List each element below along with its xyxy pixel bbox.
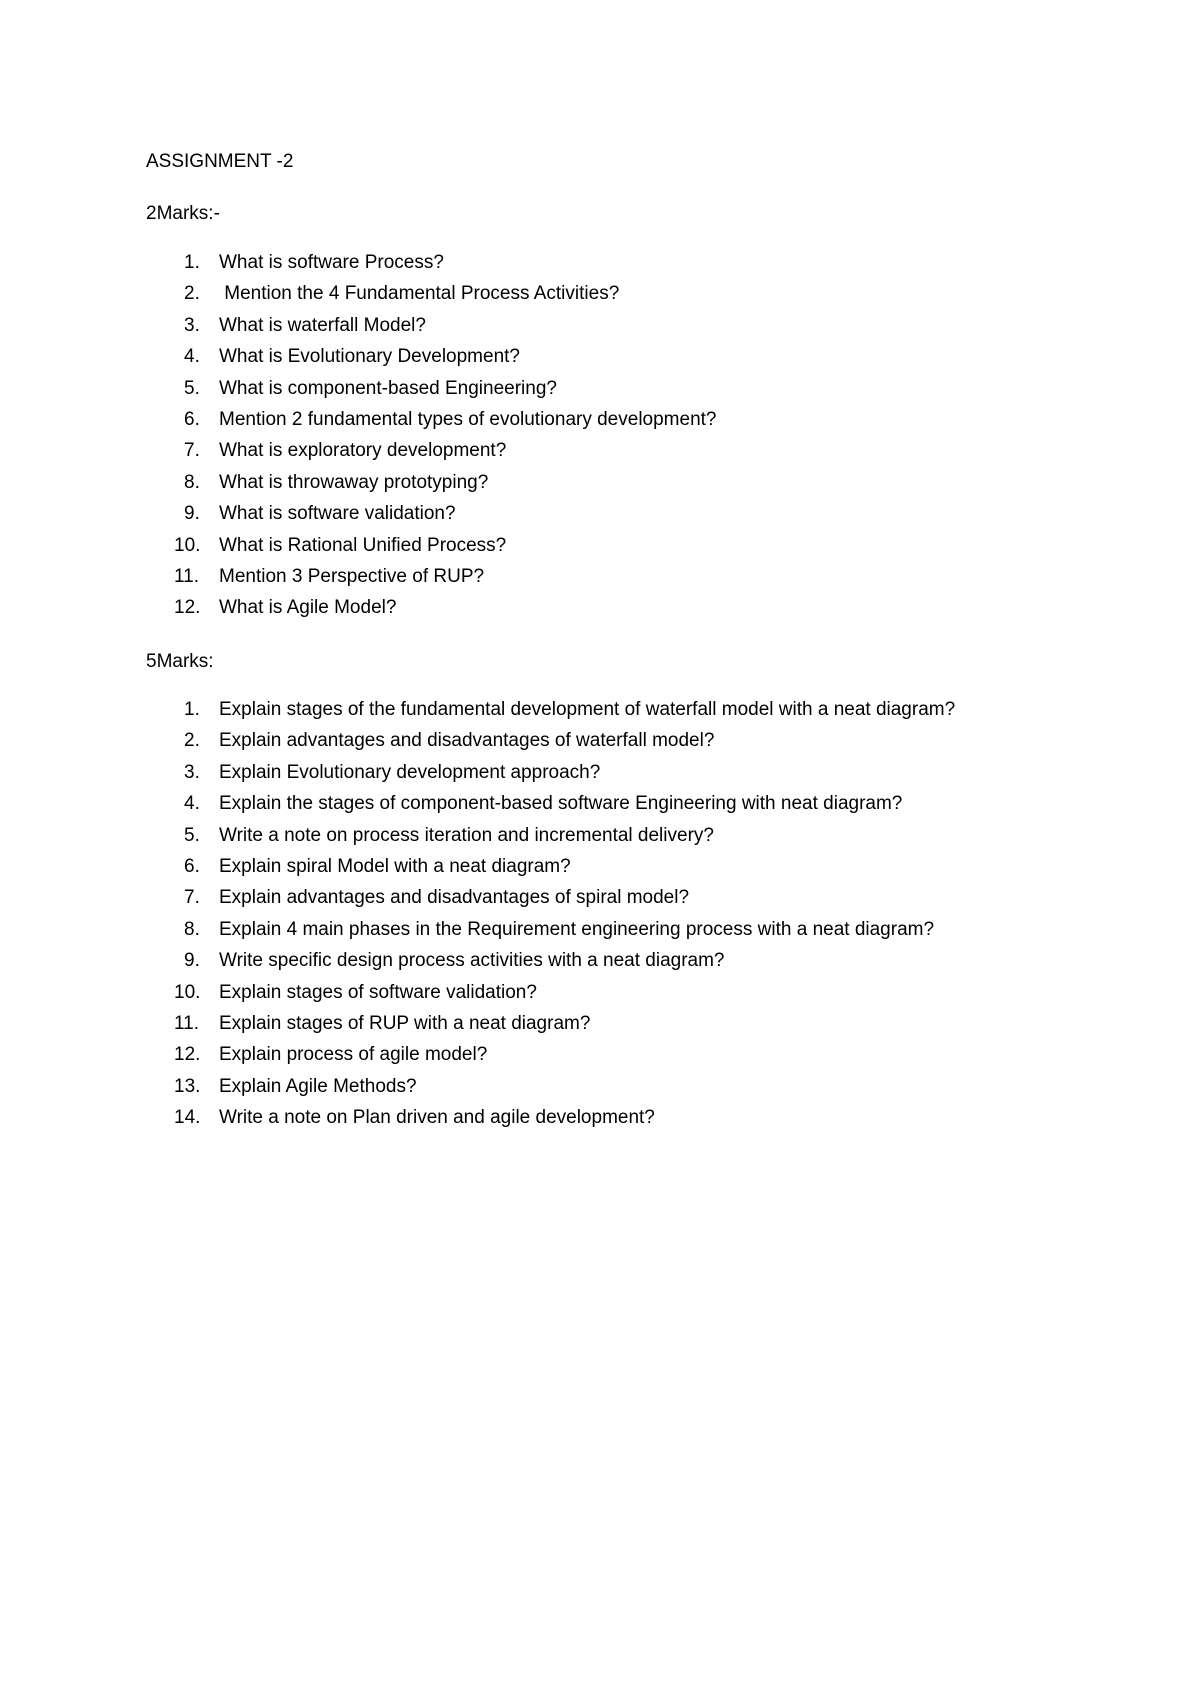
question-text: Mention the 4 Fundamental Process Activities? — [219, 283, 620, 305]
question-text: Write a note on process iteration and incremental delivery? — [219, 824, 714, 846]
question-number: 11. — [174, 565, 200, 587]
question-number: 2. — [184, 730, 200, 752]
question-number: 1. — [184, 699, 200, 720]
question-text: What is Rational Unified Process? — [219, 534, 507, 556]
question-text: Explain Agile Methods? — [219, 1075, 417, 1097]
question-number: 7. — [184, 887, 200, 909]
question-text: Explain spiral Model with a neat diagram? — [219, 855, 571, 877]
question-number: 9. — [184, 503, 200, 525]
question-number: 6. — [184, 408, 200, 430]
question-text: Explain the stages of component-based software Engineering with neat diagram? — [219, 793, 903, 815]
question-number: 10. — [174, 981, 201, 1003]
question-text: Explain stages of RUP with a neat diagram? — [219, 1012, 591, 1034]
assignment-title: ASSIGNMENT -2 — [146, 151, 294, 172]
question-number: 5. — [184, 377, 200, 399]
question-number: 1. — [184, 252, 200, 273]
question-text: Mention 3 Perspective of RUP? — [219, 565, 485, 587]
question-text: What is waterfall Model? — [219, 314, 426, 336]
question-text: Explain Evolutionary development approach? — [219, 761, 601, 783]
question-text: What is software Process? — [219, 252, 444, 273]
question-number: 11. — [174, 1012, 200, 1034]
question-number: 3. — [184, 314, 200, 336]
question-number: 8. — [184, 471, 200, 493]
question-number: 4. — [184, 346, 200, 368]
question-text: Explain advantages and disadvantages of spiral model? — [219, 887, 690, 909]
question-text: Explain 4 main phases in the Requirement engineering process with a neat diagram? — [219, 918, 935, 940]
question-text: What is exploratory development? — [219, 440, 507, 462]
section-heading-5-marks: 5Marks: — [146, 651, 214, 672]
question-number: 13. — [174, 1075, 201, 1097]
question-number: 9. — [184, 950, 200, 972]
question-number: 14. — [174, 1107, 201, 1129]
question-text: What is component-based Engineering? — [219, 377, 557, 399]
question-number: 2. — [184, 283, 200, 305]
question-number: 3. — [184, 761, 200, 783]
question-text: Explain stages of software validation? — [219, 981, 537, 1003]
question-text: What is Evolutionary Development? — [219, 346, 520, 368]
question-text: Write a note on Plan driven and agile development? — [219, 1107, 655, 1129]
question-number: 12. — [174, 597, 201, 619]
question-text: Mention 2 fundamental types of evolutionary development? — [219, 408, 717, 430]
question-number: 8. — [184, 918, 200, 940]
question-text: What is software validation? — [219, 503, 456, 525]
question-text: Explain advantages and disadvantages of waterfall model? — [219, 730, 715, 752]
question-number: 4. — [184, 793, 200, 815]
section-heading-2-marks: 2Marks:- — [146, 203, 220, 224]
question-number: 10. — [174, 534, 201, 556]
question-number: 5. — [184, 824, 200, 846]
question-text: What is throwaway prototyping? — [219, 471, 489, 493]
question-text: What is Agile Model? — [219, 597, 397, 619]
question-text: Explain stages of the fundamental development of waterfall model with a neat diagram? — [219, 699, 956, 720]
question-text: Write specific design process activities with a neat diagram? — [219, 950, 725, 972]
question-number: 7. — [184, 440, 200, 462]
question-number: 12. — [174, 1044, 201, 1066]
question-number: 6. — [184, 855, 200, 877]
question-text: Explain process of agile model? — [219, 1044, 488, 1066]
